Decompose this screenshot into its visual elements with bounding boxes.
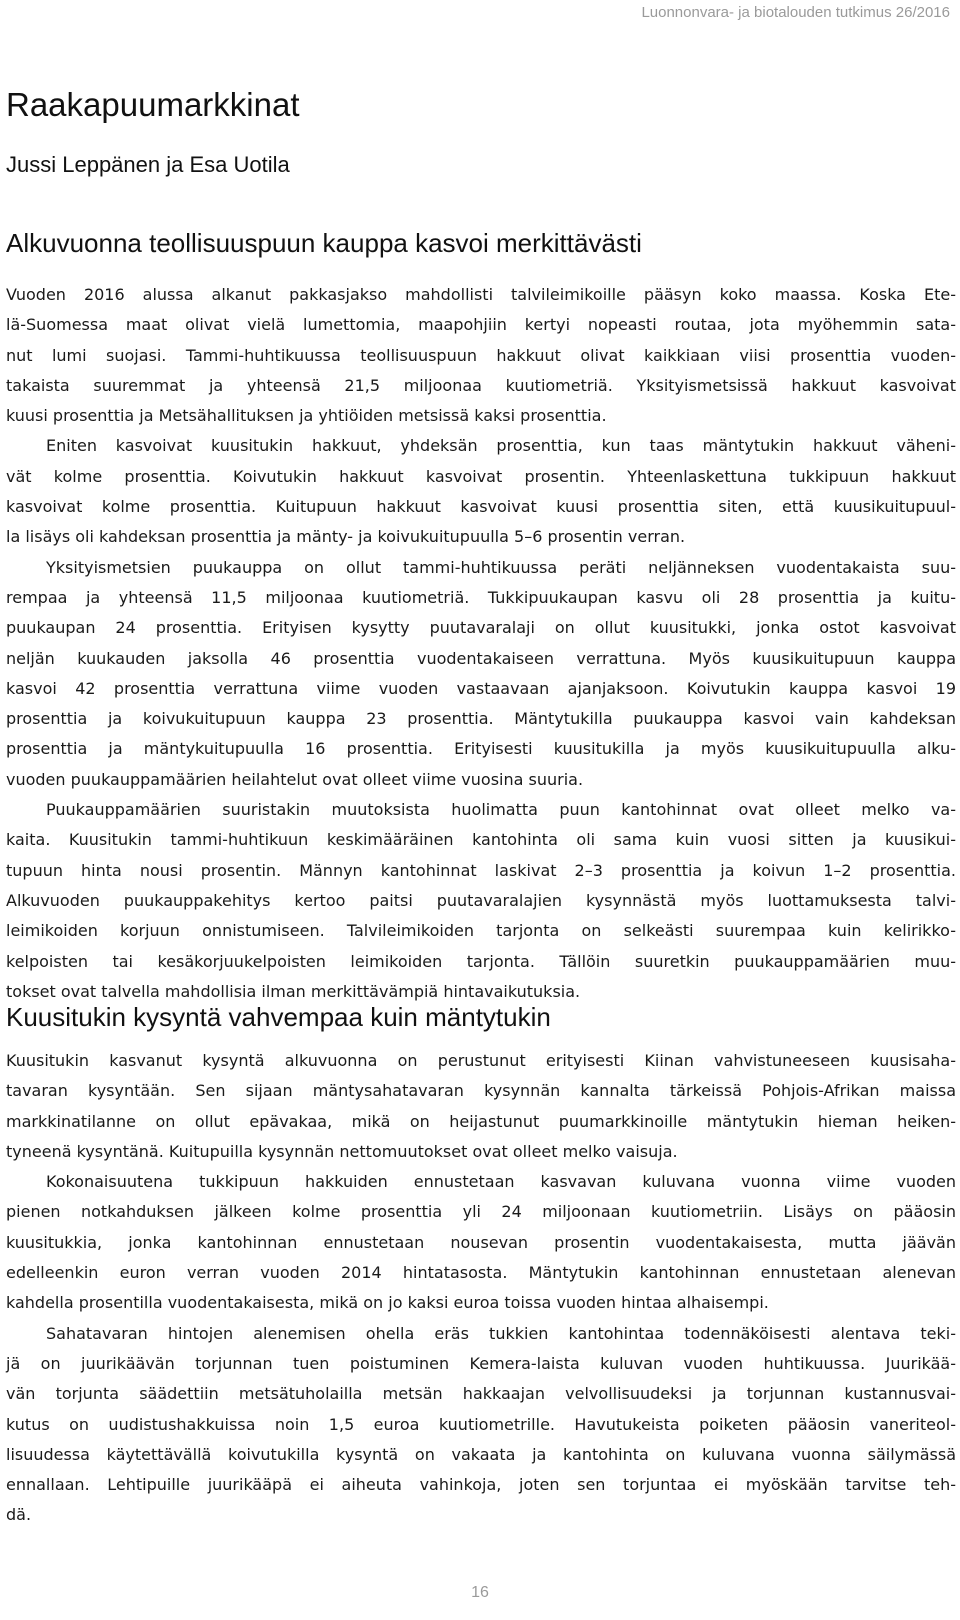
paragraph-line: Sahatavaran hintojen alenemisen ohella eräs tukkien kantohintaa todennäköisesti alentava teki- <box>46 1323 956 1343</box>
paragraph <box>6 553 956 795</box>
paragraph-line: prosenttia ja koivukuitupuun kauppa 23 prosenttia. Mäntytukilla puukauppa kasvoi vain kahdeksan <box>6 709 956 729</box>
paragraph-line: lisuudessa käytettävällä koivutukilla kysyntä on vakaata ja kantohinta on kuluvana vuonna säilymässä <box>6 1444 956 1464</box>
paragraph <box>6 1046 956 1167</box>
section-heading-2: Kuusitukin kysyntä vahvempaa kuin mäntytukin <box>6 1002 551 1032</box>
page-title: Raakapuumarkkinat <box>6 86 300 123</box>
paragraph <box>6 280 956 431</box>
paragraph-line: kasvoi 42 prosenttia verrattuna viime vuoden vastaavaan ajanjaksoon. Koivutukin kauppa kasvoi 19 <box>6 678 956 698</box>
paragraph-line: Eniten kasvoivat kuusitukin hakkuut, yhdeksän prosenttia, kun taas mäntytukin hakkuut väheni- <box>46 436 956 456</box>
paragraph-line: leimikoiden korjuun onnistumiseen. Talvileimikoiden tarjonta on selkeästi suurempaa kuin kelirikko- <box>6 921 956 941</box>
paragraph <box>6 431 956 552</box>
paragraph-line: kaita. Kuusitukin tammi-huhtikuun keskimääräinen kantohinta oli sama kuin vuosi sitten ja kuusikui- <box>6 830 956 850</box>
paragraph-line: kahdella prosentilla vuodentakaisesta, mikä on jo kaksi euroa toissa vuoden hintaa alhaisempi. <box>6 1293 769 1313</box>
paragraph-line: Kokonaisuutena tukkipuun hakkuiden ennustetaan kasvavan kuluvana vuonna viime vuoden <box>46 1172 956 1192</box>
paragraph-line: kuusitukkia, jonka kantohinnan ennustetaan nousevan prosentin vuodentakaisesta, mutta jäävän <box>6 1232 956 1252</box>
paragraph-line: nut lumi suojasi. Tammi-huhtikuussa teollisuuspuun hakkuut olivat kaikkiaan viisi prosenttia vuoden- <box>6 345 956 365</box>
paragraph-line: lä-Suomessa maat olivat vielä lumettomia, maapohjiin kertyi nopeasti routaa, jota myöhemmin sata- <box>6 315 956 335</box>
paragraph-line: pienen notkahduksen jälkeen kolme prosenttia yli 24 miljoonaan kuutiometriin. Lisäys on pääosin <box>6 1202 956 1222</box>
paragraph-line: Puukauppamäärien suuristakin muutoksista huolimatta puun kantohinnat ovat olleet melko va- <box>46 800 956 820</box>
paragraph-line: neljän kuukauden jaksolla 46 prosenttia vuodentakaiseen verrattuna. Myös kuusikuitupuun kauppa <box>6 648 956 668</box>
authors: Jussi Leppänen ja Esa Uotila <box>6 152 290 177</box>
paragraph-line: tupuun hinta nousi prosentin. Männyn kantohinnat laskivat 2–3 prosenttia ja koivun 1–2 prosenttia. <box>6 860 956 880</box>
paragraph-line: kelpoisten tai kesäkorjuukelpoisten leimikoiden tarjonta. Tällöin suuretkin puukauppamäärien muu- <box>6 951 956 971</box>
paragraph-line: ennallaan. Lehtipuille juurikääpä ei aiheuta vahinkoja, joten sen torjuntaa ei myöskään tarvitse teh- <box>6 1475 956 1495</box>
paragraph-line: kuusi prosenttia ja Metsähallituksen ja yhtiöiden metsissä kaksi prosenttia. <box>6 406 607 426</box>
paragraph-line: tokset ovat talvella mahdollisia ilman merkittävämpiä hintavaikutuksia. <box>6 981 581 1001</box>
paragraph-line: jä on juurikäävän torjunnan tuen poistuminen Kemera-laista kuluvan vuoden huhtikuussa. Juurikää- <box>6 1353 956 1373</box>
paragraph-line: vän torjunta säädettiin metsätuholailla metsän hakkaajan velvollisuudeksi ja torjunnan kustannusvai- <box>6 1384 956 1404</box>
paragraph-line: Vuoden 2016 alussa alkanut pakkasjakso mahdollisti talvileimikoille pääsyn koko maassa. Koska Ete- <box>6 285 956 304</box>
section-heading-1: Alkuvuonna teollisuuspuun kauppa kasvoi merkittävästi <box>6 228 642 258</box>
paragraph-line: takaista suuremmat ja yhteensä 21,5 miljoonaa kuutiometriä. Yksityismetsissä hakkuut kasvoivat <box>6 375 956 395</box>
running-header: Luonnonvara- ja biotalouden tutkimus 26/2016 <box>641 4 950 21</box>
paragraph-line: Kuusitukin kasvanut kysyntä alkuvuonna on perustunut erityisesti Kiinan vahvistuneeseen kuusisaha- <box>6 1051 956 1070</box>
paragraph-line: tyneenä kysyntänä. Kuitupuilla kysynnän nettomuutokset ovat olleet melko vaisuja. <box>6 1141 678 1161</box>
paragraph-line: dä. <box>6 1505 32 1525</box>
paragraph-line: markkinatilanne on ollut epävakaa, mikä on heijastunut puumarkkinoille mäntytukin hieman heiken- <box>6 1111 956 1131</box>
paragraph-line: kasvoivat kolme prosenttia. Kuitupuun hakkuut kasvoivat kuusi prosenttia siten, että kuusikuitupuul- <box>6 497 956 517</box>
paragraph-line: Yksityismetsien puukauppa on ollut tammi-huhtikuussa peräti neljänneksen vuodentakaista suu- <box>46 557 956 577</box>
paragraph-line: vät kolme prosenttia. Koivutukin hakkuut kasvoivat prosentin. Yhteenlaskettuna tukkipuun hakkuut <box>6 466 956 486</box>
paragraph-line: vuoden puukauppamäärien heilahtelut ovat olleet viime vuosina suuria. <box>6 769 584 789</box>
paragraph-line: kutus on uudistushakkuissa noin 1,5 euroa kuutiometrille. Havutukeista poiketen pääosin vaneriteol- <box>6 1414 956 1434</box>
paragraph <box>6 1319 956 1531</box>
section-body-1 <box>6 280 956 1007</box>
page-number: 16 <box>471 1584 489 1601</box>
paragraph-line: puukaupan 24 prosenttia. Erityisen kysytty puutavaralaji on ollut kuusitukki, jonka ostot kasvoivat <box>6 618 956 638</box>
paragraph-line: Alkuvuoden puukauppakehitys kertoo paitsi puutavaralajien kysynnästä myös luottamuksesta talvi- <box>6 890 956 910</box>
paragraph <box>6 795 956 1007</box>
section-body-2 <box>6 1046 956 1531</box>
paragraph-line: la lisäys oli kahdeksan prosenttia ja mänty- ja koivukuitupuulla 5–6 prosentin verran. <box>6 527 686 547</box>
paragraph-line: tavaran kysyntään. Sen sijaan mäntysahatavaran kysynnän kannalta tärkeissä Pohjois-Afrikan maissa <box>6 1081 956 1101</box>
paragraph <box>6 1167 956 1318</box>
paragraph-line: rempaa ja yhteensä 11,5 miljoonaa kuutiometriä. Tukkipuukaupan kasvu oli 28 prosenttia ja kuitu- <box>6 587 956 607</box>
paragraph-line: edelleenkin euron verran vuoden 2014 hintatasosta. Mäntytukin kantohinnan ennustetaan alenevan <box>6 1263 956 1283</box>
paragraph-line: prosenttia ja mäntykuitupuulla 16 prosenttia. Erityisesti kuusitukilla ja myös kuusikuitupuulla alku- <box>6 739 956 759</box>
